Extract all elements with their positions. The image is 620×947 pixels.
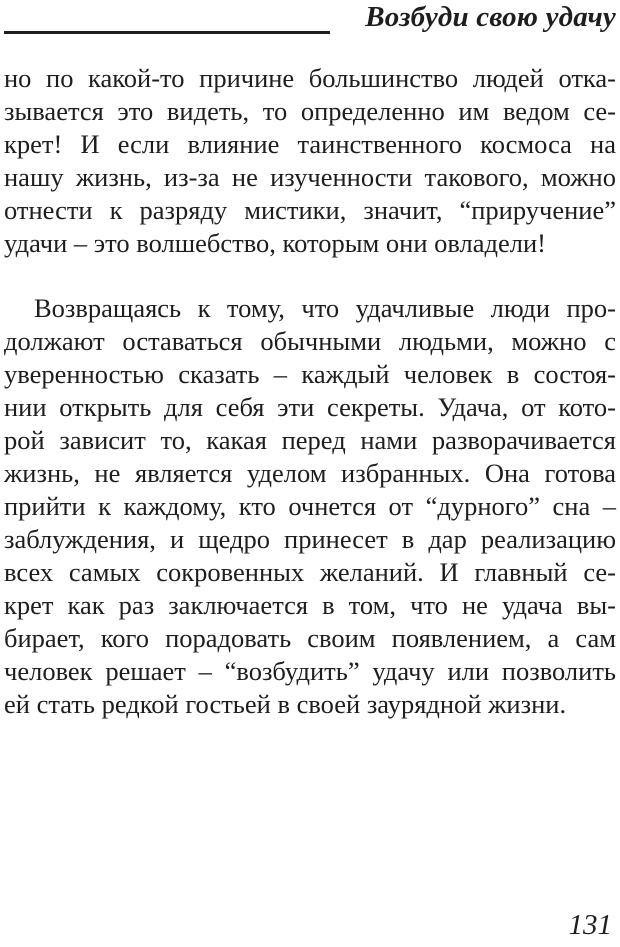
text-line: но по какой-то причине большинство людей отка-: [4, 63, 616, 93]
page-number: 131: [568, 909, 612, 941]
header-title: Возбуди свою удачу: [365, 1, 616, 33]
paragraph-1: [4, 62, 616, 260]
text-line: нашу жизнь, из-за не изученности такового, можно: [4, 162, 616, 192]
text-line: жизнь, не является уделом избранных. Она готова: [4, 458, 616, 488]
text-line: заблуждения, и щедро принесет в дар реализацию: [4, 524, 616, 554]
text-line: удачи – это волшебство, которым они овладели!: [4, 228, 547, 258]
text-line: крет! И если влияние таинственного космоса на: [4, 129, 616, 159]
text-line: нии открыть для себя эти секреты. Удача, от кото-: [4, 392, 616, 422]
text-line: ей стать редкой гостьей в своей заурядной жизни.: [4, 689, 567, 719]
text-line: бирает, кого порадовать своим появлением, а сам: [4, 623, 616, 653]
paragraph-2: [4, 292, 616, 721]
running-header: [4, 2, 616, 38]
text-line: человек решает – “возбудить” удачу или позволить: [4, 656, 616, 686]
text-line: прийти к каждому, кто очнется от “дурного” сна –: [4, 491, 616, 521]
text-line: рой зависит то, какая перед нами разворачивается: [4, 425, 616, 455]
text-line: крет как раз заключается в том, что не удача вы-: [4, 590, 616, 620]
text-line: отнести к разряду мистики, значит, “приручение”: [4, 195, 616, 225]
text-line: всех самых сокровенных желаний. И главный се-: [4, 557, 616, 587]
text-line: должают оставаться обычными людьми, можно с: [4, 326, 616, 356]
text-line: зывается это видеть, то определенно им ведом се-: [4, 96, 616, 126]
text-line: Возвращаясь к тому, что удачливые люди про-: [34, 293, 616, 323]
text-line: уверенностью сказать – каждый человек в состоя-: [4, 359, 616, 389]
header-rule: [4, 31, 330, 34]
